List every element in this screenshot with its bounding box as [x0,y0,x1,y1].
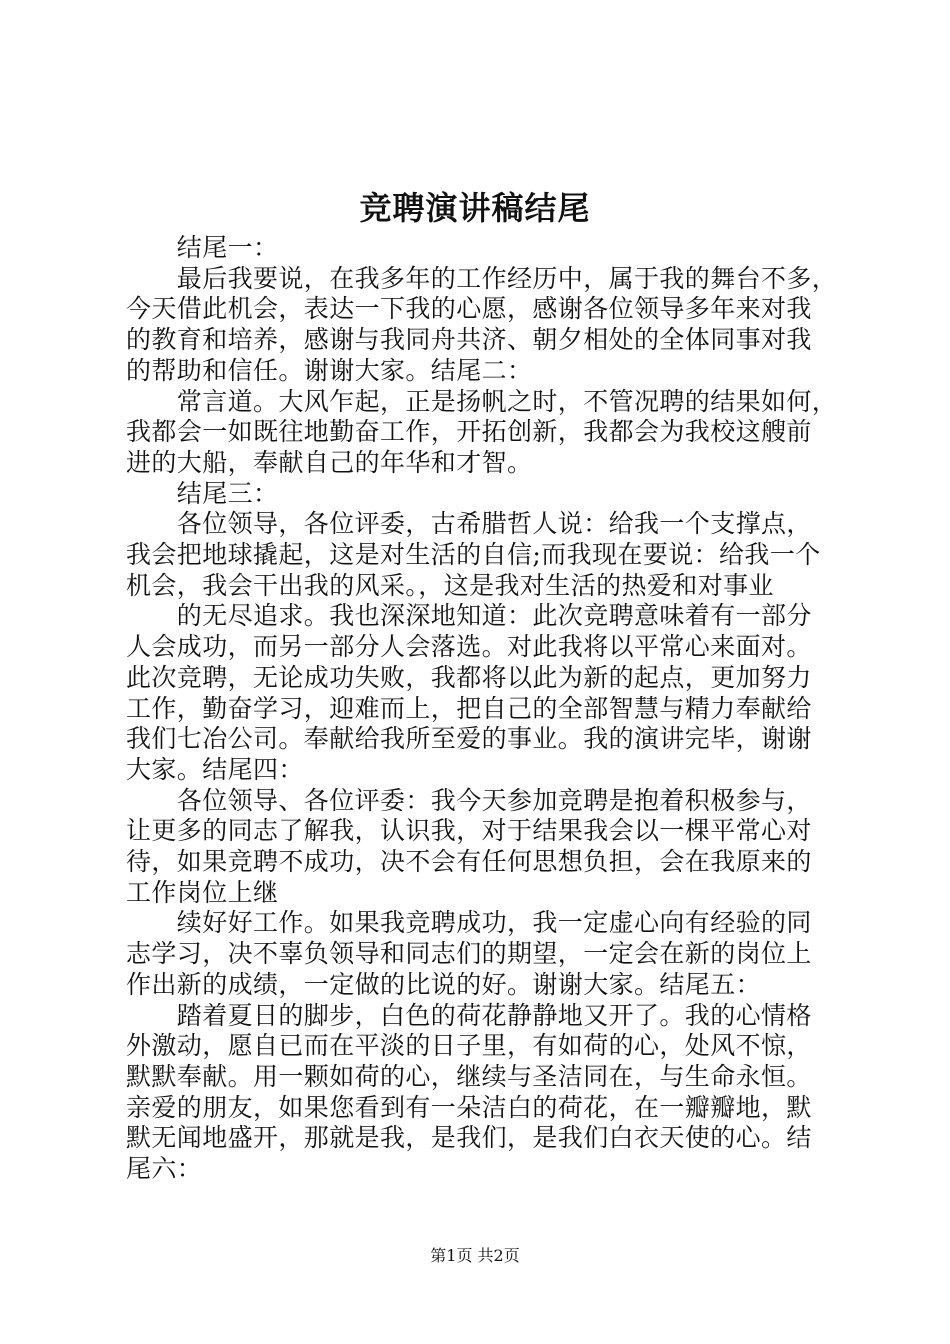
body-line: 尾六： [126,1154,203,1184]
body-line: 结尾三： [126,478,279,508]
body-line: 各位领导，各位评委，古希腊哲人说：给我一个支撑点， [126,509,812,539]
body-line: 最后我要说，在我多年的工作经历中，属于我的舞台不多， [126,263,838,293]
body-line: 默默奉献。用一颗如荷的心，继续与圣洁同在，与生命永恒。 [126,1061,812,1091]
body-line: 默无闻地盛开，那就是我，是我们，是我们白衣天使的心。结 [126,1123,812,1153]
body-line: 的无尽追求。我也深深地知道：此次竞聘意味着有一部分 [126,601,812,631]
page-title: 竞聘演讲稿结尾 [359,189,591,227]
body-line: 志学习，决不辜负领导和同志们的期望，一定会在新的岗位上 [126,939,812,969]
body-line: 待，如果竞聘不成功，决不会有任何思想负担，会在我原来的 [126,847,812,877]
body-line: 的教育和培养，感谢与我同舟共济、朝夕相处的全体同事对我 [126,325,812,355]
body-line: 大家。结尾四： [126,754,304,784]
body-line: 今天借此机会，表达一下我的心愿，感谢各位领导多年来对我 [126,294,812,324]
body-line: 常言道。大风乍起，正是扬帆之时，不管况聘的结果如何， [126,386,838,416]
body-line: 续好好工作。如果我竞聘成功，我一定虚心向有经验的同 [126,908,812,938]
document-body [126,233,846,1185]
body-line: 工作，勤奋学习，迎难而上，把自己的全部智慧与精力奉献给 [126,693,812,723]
body-line: 亲爱的朋友，如果您看到有一朵洁白的荷花，在一瓣瓣地，默 [126,1092,812,1122]
body-line: 各位领导、各位评委：我今天参加竞聘是抱着积极参与， [126,785,812,815]
body-line: 我们七冶公司。奉献给我所至爱的事业。我的演讲完毕，谢谢 [126,724,812,754]
body-line: 我会把地球撬起，这是对生活的自信;而我现在要说：给我一个 [126,540,821,570]
body-line: 作出新的成绩，一定做的比说的好。谢谢大家。结尾五： [126,969,762,999]
body-line: 外激动，愿自已而在平淡的日子里，有如荷的心，处风不惊， [126,1031,812,1061]
body-line: 结尾一： [126,233,279,262]
body-line: 此次竞聘，无论成功失败，我都将以此为新的起点，更加努力 [126,662,812,692]
body-line: 我都会一如既往地勤奋工作，开拓创新，我都会为我校这艘前 [126,417,812,447]
body-line: 机会，我会干出我的风采。，这是我对生活的热爱和对事业 [126,570,774,600]
body-line: 的帮助和信任。谢谢大家。结尾二： [126,355,533,385]
body-line: 踏着夏日的脚步，白色的荷花静静地又开了。我的心情格 [126,1000,812,1030]
body-line: 进的大船，奉献自己的年华和才智。 [126,447,533,477]
page-footer: 第1页 共2页 [430,1246,520,1265]
body-line: 工作岗位上继 [126,877,279,907]
body-line: 让更多的同志了解我，认识我，对于结果我会以一棵平常心对 [126,816,812,846]
body-line: 人会成功，而另一部分人会落选。对此我将以平常心来面对。 [126,632,812,662]
